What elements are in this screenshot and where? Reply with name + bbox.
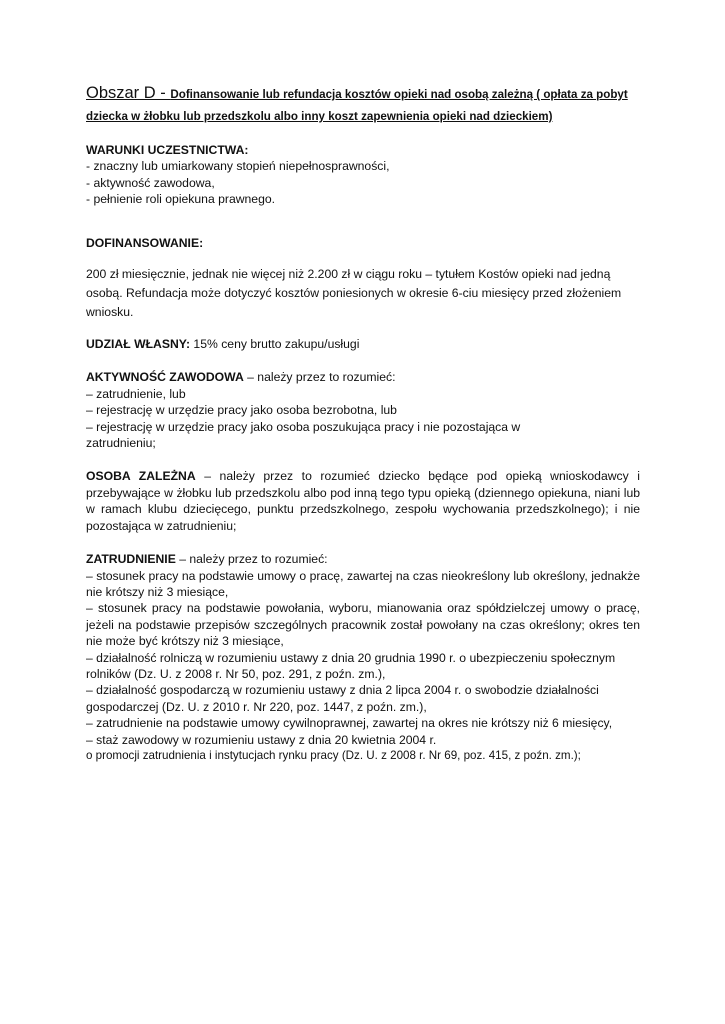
funding-label: DOFINANSOWANIE: xyxy=(86,235,204,250)
funding-section xyxy=(86,235,640,322)
employment-item: – stosunek pracy na podstawie powołania, wyboru, mianowania oraz spółdzielczej umowy o pracę, jeżeli na podstawie przepisów szczególnych pracownik został powołany na czas określony; okres ten nie może być krótszy niż 3 miesiące, xyxy=(86,601,640,649)
funding-text: 200 zł miesięcznie, jednak nie więcej niż 2.200 zł w ciągu roku – tytułem Kostów opieki nad jedną osobą. Refundacja może dotyczyć kosztów poniesionych w okresie 6-ciu miesięcy przed złożeniem wniosku. xyxy=(86,267,622,320)
dependent-text: – należy przez to rozumieć dziecko będące pod opieką wnioskodawcy i przebywające w żłobku lub przedszkolu albo pod inną tego typu opieką (dziennego opiekuna, niani lub w ramach klubu dziecięcego, punktu przedszkolnego, zespołu wychowania przedszkolnego); i nie pozostająca w zatrudnieniu; xyxy=(86,469,640,533)
activity-item: zatrudnieniu; xyxy=(86,436,156,451)
employment-intro: – należy przez to rozumieć: xyxy=(175,552,328,567)
activity-heading xyxy=(86,369,640,385)
employment-item: – staż zawodowy w rozumieniu ustawy z dnia 20 kwietnia 2004 r. xyxy=(86,732,437,747)
employment-heading xyxy=(86,551,640,567)
employment-item: – działalność gospodarczą w rozumieniu ustawy z dnia 2 lipca 2004 r. o swobodzie działalności gospodarczej (Dz. U. z 2010 r. Nr 220, poz. 1447, z poźn. zm.), xyxy=(86,683,599,714)
area-title: Dofinansowanie lub refundacja kosztów opieki nad osobą zależną ( opłata za pobyt dziecka w żłobku lub przedszkolu albo inny koszt zapewnienia opieki nad dzieckiem) xyxy=(86,88,628,123)
activity-item: – rejestrację w urzędzie pracy jako osoba bezrobotna, lub xyxy=(86,403,397,418)
section-heading xyxy=(86,82,640,128)
area-label: Obszar D - xyxy=(86,84,171,102)
activity-section xyxy=(86,369,640,451)
conditions-section xyxy=(86,142,640,208)
employment-item: – stosunek pracy na podstawie umowy o pracę, zawartej na czas nieokreślony lub określony, jednakże nie krótszy niż 3 miesiące, xyxy=(86,568,640,599)
activity-intro: – należy przez to rozumieć: xyxy=(243,370,396,385)
own-share-section xyxy=(86,336,640,352)
conditions-label: WARUNKI UCZESTNICTWA: xyxy=(86,143,249,157)
employment-item: – działalność rolniczą w rozumieniu ustawy z dnia 20 grudnia 1990 r. o ubezpieczeniu społecznym rolników (Dz. U. z 2008 r. Nr 50, poz. 291, z poźn. zm.), xyxy=(86,650,616,681)
condition-item: - pełnienie roli opiekuna prawnego. xyxy=(86,192,276,207)
dependent-label: OSOBA ZALEŻNA xyxy=(86,469,196,484)
activity-item: – zatrudnienie, lub xyxy=(86,386,186,401)
activity-item: – rejestrację w urzędzie pracy jako osoba poszukująca pracy i nie pozostająca w xyxy=(86,419,521,434)
employment-section xyxy=(86,551,640,764)
employment-item: o promocji zatrudnienia i instytucjach rynku pracy (Dz. U. z 2008 r. Nr 69, poz. 415, z poźn. zm.); xyxy=(86,748,581,762)
activity-label: AKTYWNOŚĆ ZAWODOWA xyxy=(86,370,244,385)
employment-item: – zatrudnienie na podstawie umowy cywilnoprawnej, zawartej na okres nie krótszy niż 6 miesięcy, xyxy=(86,716,613,731)
condition-item: - znaczny lub umiarkowany stopień niepełnosprawności, xyxy=(86,159,390,174)
condition-item: - aktywność zawodowa, xyxy=(86,175,215,190)
own-share-label: UDZIAŁ WŁASNY: xyxy=(86,337,191,352)
dependent-section xyxy=(86,468,640,534)
employment-label: ZATRUDNIENIE xyxy=(86,552,176,567)
own-share-text: 15% ceny brutto zakupu/usługi xyxy=(190,337,360,352)
document-page xyxy=(86,82,640,764)
